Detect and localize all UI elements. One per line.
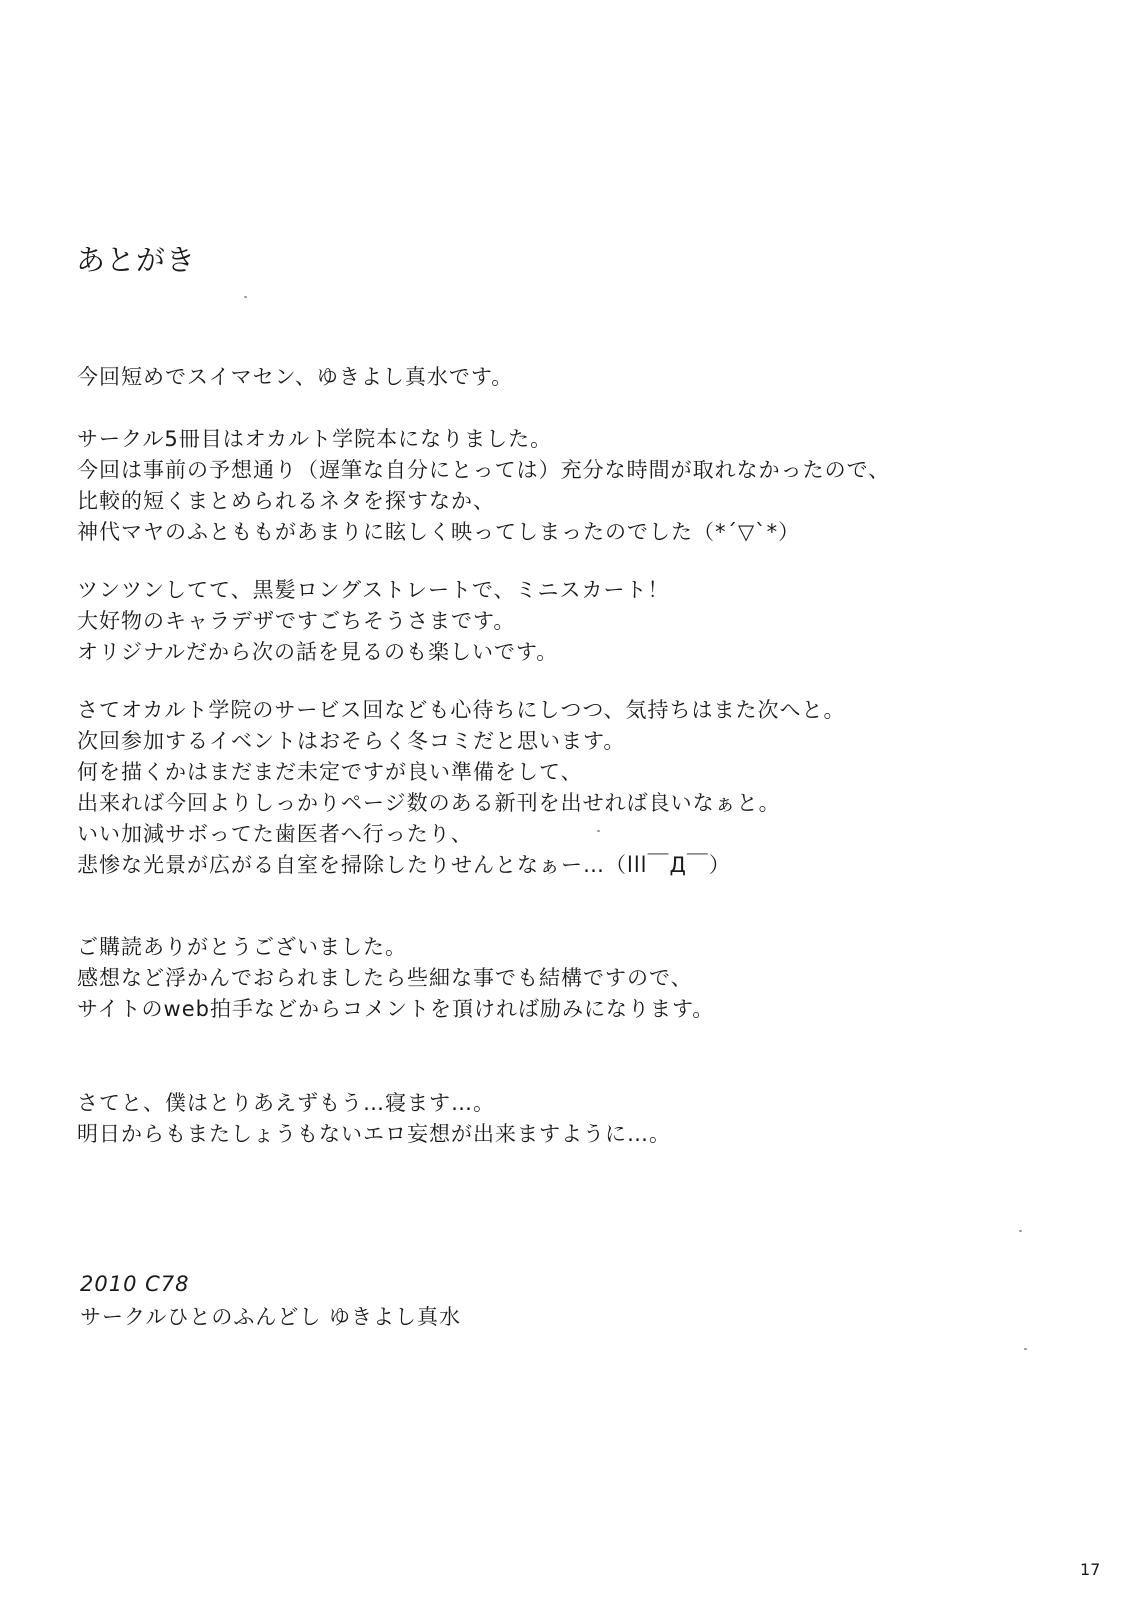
paragraph-greeting [77, 362, 513, 393]
paragraph-character [77, 575, 670, 668]
text-line: 大好物のキャラデザですごちそうさまです。 [77, 609, 516, 633]
circle-author: サークルひとのふんどし ゆきよし真水 [80, 1305, 462, 1329]
text-line: さてオカルト学院のサービス回なども心待ちにしつつ、気持ちはまた次へと。 [77, 698, 846, 722]
text-line: 感想など浮かんでおられましたら些細な事でも結構ですので、 [77, 966, 693, 990]
text-line: 悲惨な光景が広がる自室を掃除したりせんとなぁー…（lll￣Д￣） [77, 853, 731, 877]
event-label: 2010 C78 [80, 1272, 190, 1296]
text-line: さてと、僕はとりあえずもう…寝ます…。 [77, 1091, 495, 1115]
text-line: 比較的短くまとめられるネタを探すなか、 [77, 489, 495, 513]
colophon [80, 1268, 461, 1334]
page-title: あとがき [76, 243, 197, 277]
text-line: 次回参加するイベントはおそらく冬コミだと思います。 [77, 729, 626, 753]
text-line: 今回短めでスイマセン、ゆきよし真水です。 [77, 365, 514, 389]
text-line: 明日からもまたしょうもないエロ妄想が出来ますように…。 [77, 1122, 671, 1146]
text-line: ツンツンしてて、黒髪ロングストレートで、ミニスカート！ [77, 578, 670, 602]
scan-speck [244, 296, 247, 298]
text-line: 神代マヤのふとももがあまりに眩しく映ってしまったのでした（*´▽`*） [77, 520, 801, 544]
text-line: 今回は事前の予想通り（遅筆な自分にとっては）充分な時間が取れなかったので、 [77, 458, 891, 482]
text-line: サイトのweb拍手などからコメントを頂ければ励みになります。 [77, 997, 715, 1021]
paragraph-closing [77, 1088, 671, 1150]
scan-speck [1019, 1230, 1022, 1232]
text-line: サークル5冊目はオカルト学院本になりました。 [77, 427, 553, 451]
text-line: いい加減サボってた歯医者へ行ったり、 [77, 822, 473, 846]
text-line: 何を描くかはまだまだ未定ですが良い準備をして、 [77, 760, 583, 784]
text-line: ご購読ありがとうございました。 [77, 935, 407, 959]
page-number: 17 [1080, 1560, 1101, 1579]
text-line: 出来れば今回よりしっかりページ数のある新刊を出せれば良いなぁと。 [77, 791, 781, 815]
paragraph-about-book [77, 424, 890, 548]
text-line: オリジナルだから次の話を見るのも楽しいです。 [77, 640, 559, 664]
scan-speck [597, 830, 600, 832]
paragraph-next-plans [77, 695, 846, 881]
scan-speck [1024, 1348, 1027, 1350]
paragraph-thanks [77, 932, 714, 1025]
